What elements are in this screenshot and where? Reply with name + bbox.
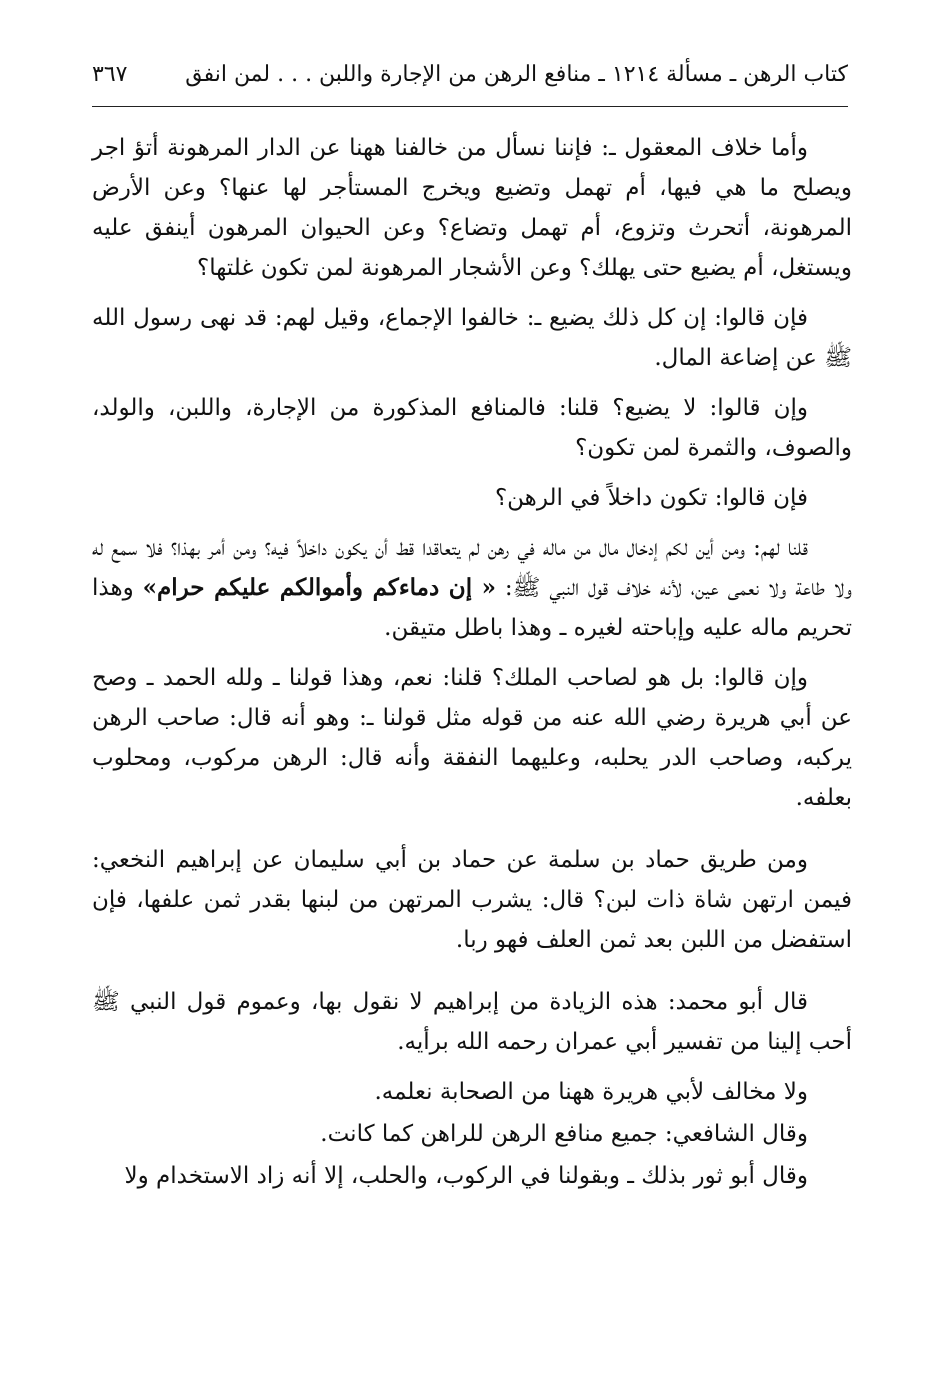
paragraph-hammad-narration: ومن طريق حماد بن سلمة عن حماد بن أبي سليمان عن إبراهيم النخعي: فيمن ارتهن شاة ذات لبن؟ قال: يشرب المرتهن من لبنها بقدر ثمن علفها، فإن استفضل من اللبن بعد ثمن العلف فهو ربا. (92, 847, 852, 953)
paragraph-we-said-to-them (92, 528, 852, 648)
paragraph-abu-thawr: وقال أبو ثور بذلك ـ وبقولنا في الركوب، والحلب، إلا أنه زاد الاستخدام ولا (124, 1163, 808, 1189)
hadith-quote: « إن دماءكم وأموالكم عليكم حرام» (142, 574, 497, 601)
running-header-title: كتاب الرهن ـ مسألة ١٢١٤ ـ منافع الرهن من الإجارة واللبن . . . لمن انفق (185, 62, 848, 87)
header-divider (92, 106, 848, 107)
running-header (92, 56, 848, 100)
paragraph-if-they-say-all-lost: فإن قالوا: إن كل ذلك يضيع ـ: خالفوا الإجماع، وقيل لهم: قد نهى رسول الله ﷺ عن إضاعة المال. (92, 305, 852, 371)
paragraph-abu-muhammad: قال أبو محمد: هذه الزيادة من إبراهيم لا نقول بها، وعموم قول النبي ﷺ أحب إلينا من تفسير أبي عمران رحمه الله برأيه. (92, 989, 852, 1055)
paragraph-if-they-say-not-lost: وإن قالوا: لا يضيع؟ قلنا: فالمنافع المذكورة من الإجارة، واللبن، والولد، والصوف، والثمرة لمن تكون؟ (92, 395, 852, 461)
page-number: ٣٦٧ (92, 62, 128, 87)
hadith-continuation: وهذا تحريم ماله عليه وإباحته لغيره ـ وهذا باطل متيقن. (92, 575, 852, 641)
paragraph-included-in-pledge: فإن قالوا: تكون داخلاً في الرهن؟ (494, 485, 808, 511)
paragraph-contrary-to-reason: وأما خلاف المعقول ـ: فإننا نسأل من خالفنا ههنا عن الدار المرهونة أتؤ اجر ويصلح ما هي فيها، أم تهمل وتضيع ويخرج المستأجر لها عنها؟ وعن الأرض المرهونة، أتحرث وتزوع، أم تهمل وتضاع؟ وعن الحيوان المرهون أينفق عليه ويستغل، أم يضيع حتى يهلك؟ وعن الأشجار المرهونة لمن تكون غلتها؟ (92, 135, 852, 281)
paragraph-owner-of-property: وإن قالوا: بل هو لصاحب الملك؟ قلنا: نعم، وهذا قولنا ـ ولله الحمد ـ وصح عن أبي هريرة رضي الله عنه من قوله مثل قولنا ـ: وهو أنه قال: صاحب الرهن يركبه، وصاحب الدر يحلبه، وعليهما النفقة وأنه قال: الرهن مركوب، ومحلوب بعلفه. (92, 665, 852, 811)
page-body (92, 128, 852, 1198)
paragraph-we-said-to-them-text: قلنا لهم: ومن أين لكم إدخال مال من ماله في رهن لم يتعاقدا قط أن يكون داخلاً فيه؟ ومن أمر بهذا؟ فلا سمع له ولا طاعة ولا نعمى عين، لأنه خلاف قول النبي ﷺ: (92, 535, 852, 601)
paragraph-shafii: وقال الشافعي: جميع منافع الرهن للراهن كما كانت. (320, 1121, 808, 1147)
paragraph-no-dissenter: ولا مخالف لأبي هريرة ههنا من الصحابة نعلمه. (374, 1079, 808, 1105)
